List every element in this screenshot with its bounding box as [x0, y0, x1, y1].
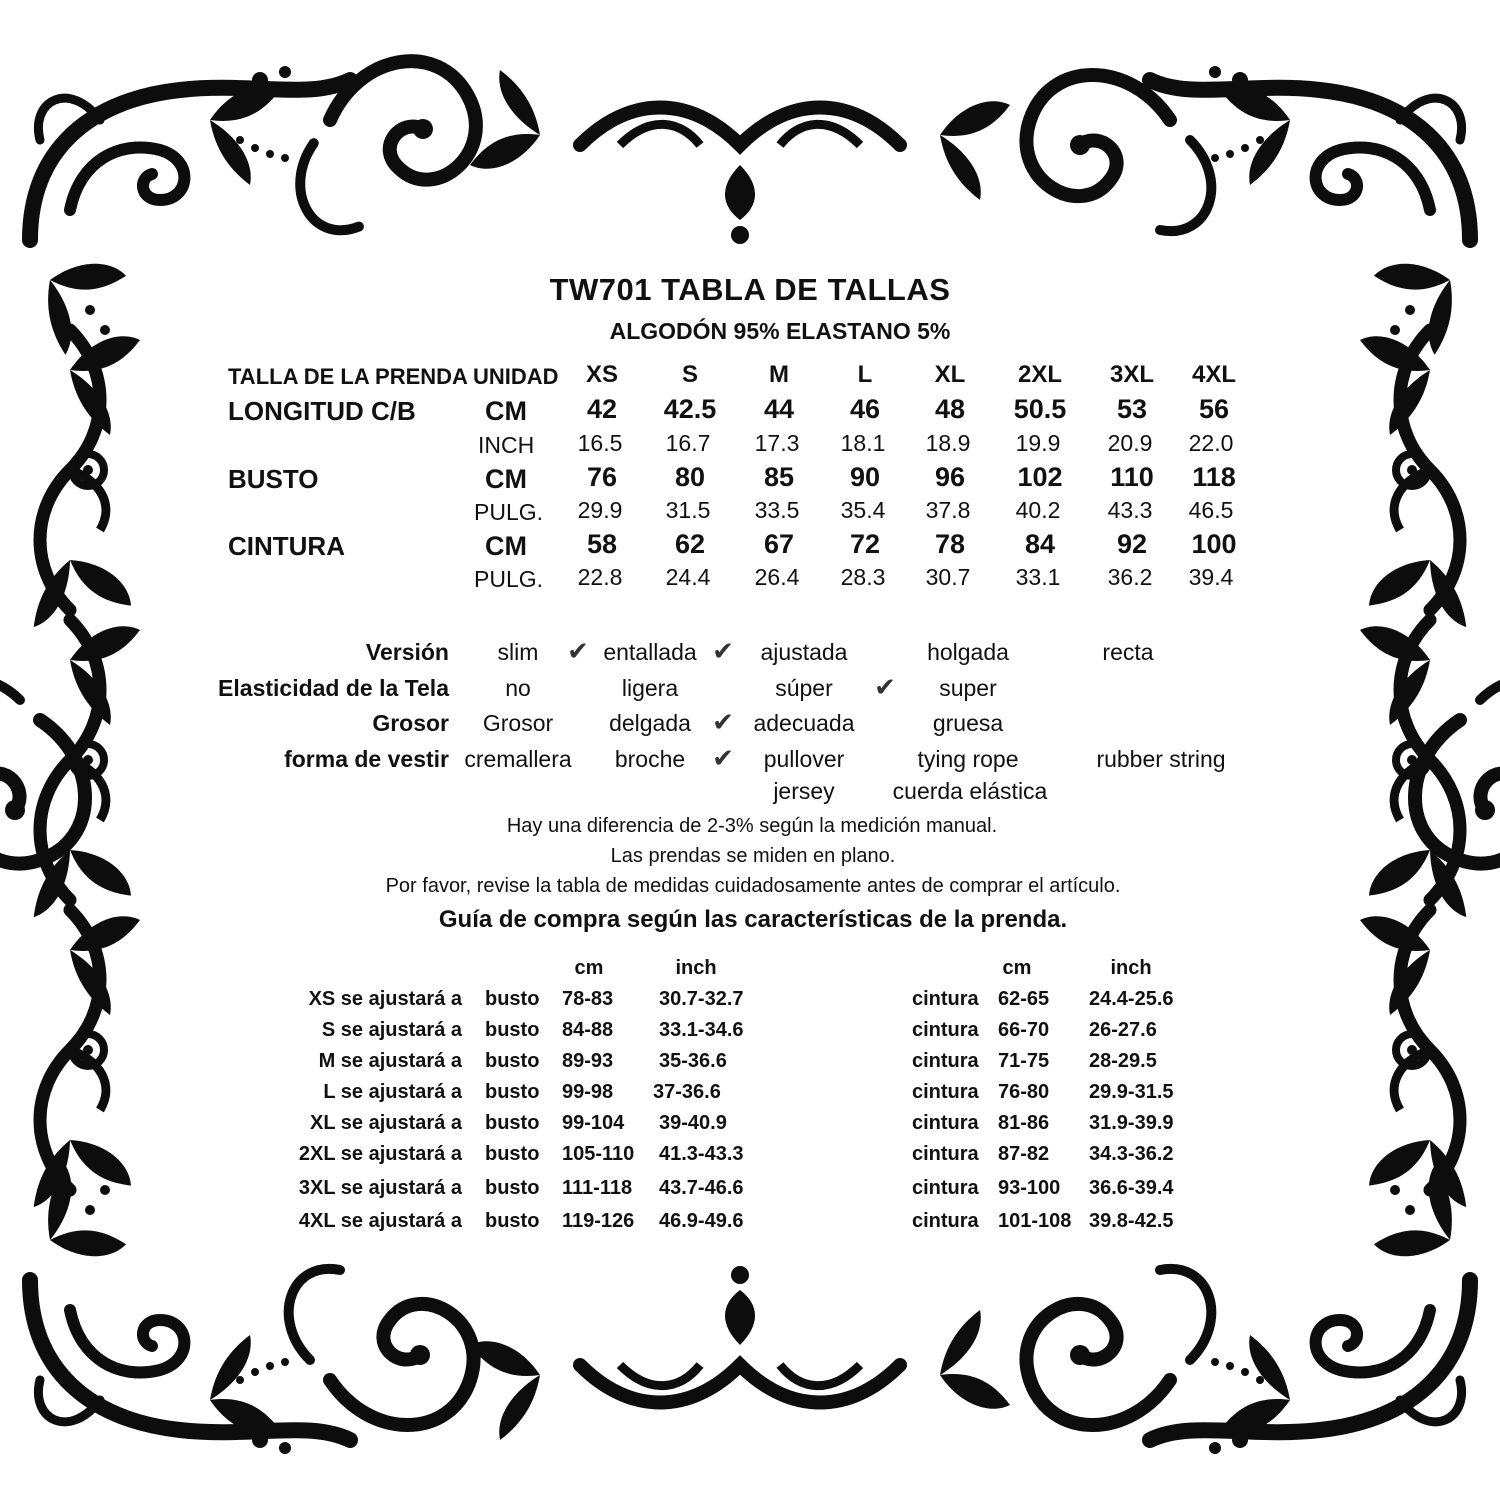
guide-col-cm: cm — [574, 957, 604, 979]
size-header: L — [857, 361, 873, 388]
guide-bust-inch: 46.9-49.6 — [659, 1210, 744, 1232]
feature-option: pullover — [763, 746, 845, 772]
guide-bust-inch: 35-36.6 — [659, 1050, 727, 1072]
feature-option: entallada — [603, 639, 697, 665]
checkmark-icon: ✔ — [712, 707, 734, 737]
guide-waist-label: cintura — [912, 1081, 979, 1103]
bust-cm-value: 110 — [1110, 462, 1154, 492]
guide-waist-cm: 81-86 — [998, 1112, 1050, 1134]
waist-inch-value: 24.4 — [665, 564, 711, 590]
guide-waist-inch: 24.4-25.6 — [1089, 988, 1174, 1010]
feature-option: delgada — [609, 710, 691, 736]
feature-option: tying rope — [917, 746, 1019, 772]
guide-row-label: XS se ajustará a — [308, 988, 462, 1010]
guide-waist-inch: 28-29.5 — [1089, 1050, 1157, 1072]
unit-pulg: PULG. — [474, 499, 544, 525]
bust-inch-value: 46.5 — [1188, 497, 1234, 523]
unit-header-label: UNIDAD — [473, 364, 559, 389]
guide-waist-inch: 26-27.6 — [1089, 1019, 1157, 1041]
feature-option: super — [939, 675, 997, 701]
waist-cm-value: 58 — [586, 529, 618, 559]
feature-label-wearing: forma de vestir — [284, 746, 449, 772]
checkmark-icon: ✔ — [712, 743, 734, 773]
length-cm-value: 46 — [849, 394, 881, 424]
size-header: XS — [585, 361, 619, 388]
feature-option: adecuada — [753, 710, 855, 736]
waist-cm-value: 84 — [1024, 529, 1056, 559]
guide-bust-label: busto — [485, 1177, 540, 1199]
guide-waist-label: cintura — [912, 1210, 979, 1232]
unit-cm: CM — [485, 464, 527, 494]
guide-title: Guía de compra según las características de la prenda. — [438, 906, 1068, 933]
guide-bust-cm: 89-93 — [562, 1050, 614, 1072]
size-header: M — [769, 361, 789, 388]
guide-bust-inch: 39-40.9 — [659, 1112, 727, 1134]
feature-option: Grosor — [482, 710, 554, 736]
bust-inch-value: 37.8 — [925, 497, 971, 523]
bust-cm-value: 80 — [674, 462, 706, 492]
feature-option: no — [505, 675, 531, 701]
guide-bust-inch: 33.1-34.6 — [659, 1019, 744, 1041]
note-line: Las prendas se miden en plano. — [610, 845, 896, 867]
waist-cm-value: 62 — [674, 529, 706, 559]
unit-cm: CM — [485, 531, 527, 561]
feature-option: jersey — [773, 778, 835, 804]
feature-option: cuerda elástica — [892, 778, 1048, 804]
bust-inch-value: 40.2 — [1015, 497, 1061, 523]
feature-option: cremallera — [464, 746, 572, 772]
length-inch-value: 16.7 — [665, 430, 711, 456]
waist-inch-value: 30.7 — [925, 564, 971, 590]
guide-row-label: M se ajustará a — [318, 1050, 462, 1072]
bust-cm-value: 102 — [1017, 462, 1063, 492]
note-line: Hay una diferencia de 2-3% según la medición manual. — [506, 815, 998, 837]
bust-inch-value: 43.3 — [1107, 497, 1153, 523]
guide-waist-cm: 71-75 — [998, 1050, 1050, 1072]
guide-waist-cm: 93-100 — [998, 1177, 1061, 1199]
waist-cm-value: 100 — [1191, 529, 1237, 559]
page-title: TW701 TABLA DE TALLAS — [549, 272, 951, 307]
length-cm-value: 42.5 — [663, 394, 717, 424]
guide-bust-inch: 41.3-43.3 — [659, 1143, 744, 1165]
bust-cm-value: 118 — [1192, 462, 1236, 492]
unit-cm: CM — [485, 396, 527, 426]
checkmark-icon: ✔ — [874, 672, 896, 702]
guide-waist-inch: 36.6-39.4 — [1089, 1177, 1174, 1199]
feature-option: ligera — [621, 675, 679, 701]
measure-label-length: LONGITUD C/B — [228, 396, 416, 426]
bust-cm-value: 85 — [763, 462, 795, 492]
guide-bust-cm: 99-104 — [562, 1112, 625, 1134]
feature-option: recta — [1102, 639, 1154, 665]
guide-waist-cm: 87-82 — [998, 1143, 1050, 1165]
feature-label-version: Versión — [365, 639, 449, 665]
guide-bust-cm: 78-83 — [562, 988, 614, 1010]
length-inch-value: 18.1 — [840, 430, 886, 456]
guide-waist-label: cintura — [912, 1143, 979, 1165]
length-cm-value: 44 — [763, 394, 795, 424]
guide-waist-cm: 76-80 — [998, 1081, 1050, 1103]
guide-row-label: 2XL se ajustará a — [298, 1143, 462, 1165]
feature-option: broche — [614, 746, 686, 772]
bust-inch-value: 33.5 — [754, 497, 800, 523]
feature-option: ajustada — [760, 639, 848, 665]
unit-inch: INCH — [478, 432, 535, 458]
unit-pulg: PULG. — [474, 566, 544, 592]
feature-option: rubber string — [1096, 746, 1226, 772]
waist-inch-value: 26.4 — [754, 564, 800, 590]
guide-bust-inch: 37-36.6 — [653, 1081, 721, 1103]
guide-waist-label: cintura — [912, 1112, 979, 1134]
guide-waist-label: cintura — [912, 988, 979, 1010]
guide-col-inch: inch — [675, 957, 717, 979]
bust-inch-value: 29.9 — [577, 497, 623, 523]
guide-waist-cm: 66-70 — [998, 1019, 1050, 1041]
guide-col-cm: cm — [1002, 957, 1032, 979]
guide-bust-cm: 105-110 — [562, 1143, 635, 1165]
length-cm-value: 50.5 — [1013, 394, 1067, 424]
size-header: 2XL — [1017, 361, 1063, 388]
bust-cm-value: 90 — [849, 462, 881, 492]
guide-bust-cm: 84-88 — [562, 1019, 614, 1041]
guide-row-label: L se ajustará a — [323, 1081, 462, 1103]
checkmark-icon: ✔ — [567, 636, 589, 666]
guide-row-label: 3XL se ajustará a — [298, 1177, 462, 1199]
guide-waist-inch: 39.8-42.5 — [1089, 1210, 1174, 1232]
length-inch-value: 17.3 — [754, 430, 800, 456]
size-header: S — [681, 361, 699, 388]
guide-bust-label: busto — [485, 1143, 540, 1165]
measure-label-bust: BUSTO — [228, 464, 319, 494]
guide-row-label: S se ajustará a — [321, 1019, 462, 1041]
measure-label-waist: CINTURA — [228, 531, 345, 561]
feature-option: súper — [775, 675, 833, 701]
length-cm-value: 48 — [934, 394, 966, 424]
guide-bust-label: busto — [485, 1081, 540, 1103]
size-header: 4XL — [1191, 361, 1237, 388]
guide-waist-inch: 29.9-31.5 — [1089, 1081, 1174, 1103]
guide-bust-cm: 111-118 — [562, 1177, 633, 1199]
guide-waist-label: cintura — [912, 1177, 979, 1199]
length-inch-value: 22.0 — [1188, 430, 1234, 456]
guide-bust-label: busto — [485, 1112, 540, 1134]
waist-inch-value: 22.8 — [577, 564, 623, 590]
feature-option: slim — [497, 639, 539, 665]
guide-col-inch: inch — [1110, 957, 1152, 979]
waist-cm-value: 78 — [934, 529, 966, 559]
feature-label-thickness: Grosor — [372, 710, 449, 736]
guide-waist-label: cintura — [912, 1019, 979, 1041]
guide-bust-cm: 119-126 — [562, 1210, 635, 1232]
waist-inch-value: 28.3 — [840, 564, 886, 590]
feature-option: holgada — [927, 639, 1009, 665]
bust-inch-value: 35.4 — [840, 497, 886, 523]
length-inch-value: 18.9 — [925, 430, 971, 456]
waist-cm-value: 72 — [849, 529, 881, 559]
guide-bust-inch: 43.7-46.6 — [659, 1177, 744, 1199]
guide-waist-label: cintura — [912, 1050, 979, 1072]
waist-inch-value: 33.1 — [1015, 564, 1061, 590]
waist-inch-value: 36.2 — [1107, 564, 1153, 590]
feature-label-elasticity: Elasticidad de la Tela — [218, 675, 449, 701]
length-cm-value: 53 — [1116, 394, 1148, 424]
length-inch-value: 19.9 — [1015, 430, 1061, 456]
guide-bust-label: busto — [485, 1019, 540, 1041]
note-line: Por favor, revise la tabla de medidas cuidadosamente antes de comprar el artículo. — [385, 875, 1121, 897]
guide-bust-label: busto — [485, 1050, 540, 1072]
length-inch-value: 16.5 — [577, 430, 623, 456]
length-inch-value: 20.9 — [1107, 430, 1153, 456]
guide-waist-inch: 34.3-36.2 — [1089, 1143, 1174, 1165]
bust-cm-value: 76 — [586, 462, 618, 492]
guide-row-label: 4XL se ajustará a — [298, 1210, 462, 1232]
guide-bust-cm: 99-98 — [562, 1081, 614, 1103]
size-header-label: TALLA DE LA PRENDA — [228, 364, 468, 389]
guide-row-label: XL se ajustará a — [310, 1112, 462, 1134]
guide-bust-label: busto — [485, 1210, 540, 1232]
checkmark-icon: ✔ — [712, 636, 734, 666]
page-subtitle: ALGODÓN 95% ELASTANO 5% — [609, 318, 951, 344]
length-cm-value: 42 — [586, 394, 618, 424]
size-header: XL — [934, 361, 966, 388]
bust-cm-value: 96 — [934, 462, 966, 492]
size-header: 3XL — [1109, 361, 1155, 388]
waist-cm-value: 67 — [763, 529, 795, 559]
length-cm-value: 56 — [1198, 394, 1230, 424]
guide-waist-cm: 62-65 — [998, 988, 1050, 1010]
waist-cm-value: 92 — [1116, 529, 1148, 559]
feature-option: gruesa — [932, 710, 1004, 736]
guide-waist-cm: 101-108 — [998, 1210, 1072, 1232]
guide-bust-inch: 30.7-32.7 — [659, 988, 744, 1010]
bust-inch-value: 31.5 — [665, 497, 711, 523]
waist-inch-value: 39.4 — [1188, 564, 1234, 590]
guide-waist-inch: 31.9-39.9 — [1089, 1112, 1174, 1134]
guide-bust-label: busto — [485, 988, 540, 1010]
